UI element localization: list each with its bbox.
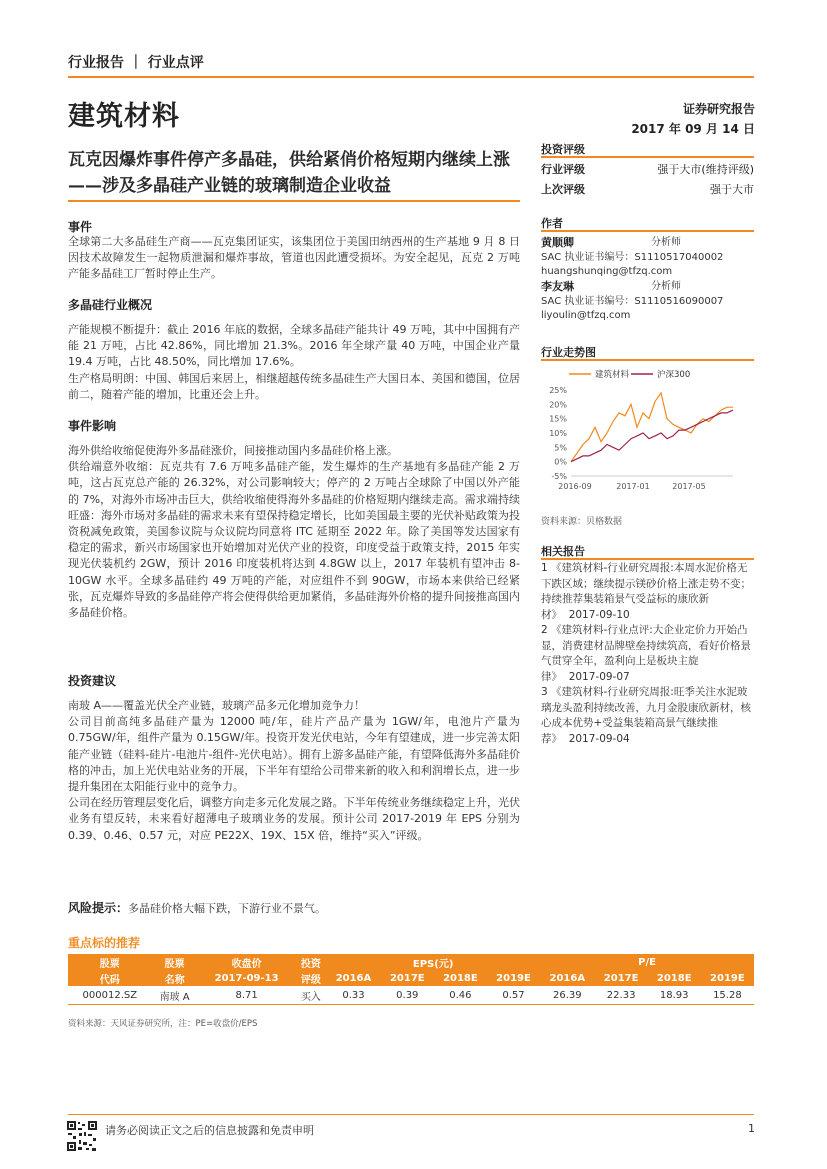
risk-heading: 风险提示：: [68, 901, 129, 915]
x-tick-label: 2017-05: [672, 482, 706, 491]
related-report-item[interactable]: 3 《建筑材料-行业研究周报:旺季关注水泥玻璃龙头盈利持续改善，九月金股康欣新材，核心成本优势+受益集装箱高景气继续推荐》 2017-09-04: [541, 686, 751, 745]
disclaimer-text: 请务必阅读正文之后的信息披露和免责申明: [105, 1124, 314, 1137]
footer-rule: [68, 1114, 754, 1115]
overview-paragraph-2: 生产格局明朗：中国、韩国后来居上，相继超越传统多晶硅生产大国日本、美国和德国，位居前二，随着产能的增加，比重还会上升。: [68, 371, 520, 401]
related-rule: [541, 558, 754, 560]
related-heading: 相关报告: [541, 545, 585, 558]
table-header-row: 股票 股票 收盘价 投资 EPS(元) P/E: [68, 954, 754, 970]
event-text: [68, 234, 520, 283]
analyst-2: [541, 280, 754, 323]
related-reports: [541, 561, 754, 747]
industry-rating-row: [541, 161, 754, 177]
page-number: 1: [748, 1122, 755, 1135]
table-header-row: 代码 名称 2017-09-13 评级 2016A 2017E 2018E 2019E 2016A 2017E 2018E 2019E: [68, 970, 754, 986]
trend-rule: [541, 359, 754, 361]
industry-name: 建筑材料: [68, 101, 180, 132]
advice-paragraph-1: 南玻 A——覆盖光伏全产业链，玻璃产品多元化增加竞争力！: [68, 699, 366, 712]
chart-source: 资料来源：贝格数据: [541, 517, 623, 527]
y-tick-label: 5%: [554, 443, 567, 453]
event-paragraph: 全球第二大多晶硅生产商——瓦克集团证实，该集团位于美国田纳西州的生产基地 9 月 8 日因技术故障发生一起物质泄漏和爆炸事故，管道也因此遭受损坏。为安全起见，瓦克 2 万吨产能多晶硅工厂暂时停止生产。: [68, 235, 520, 281]
y-tick-label: 25%: [549, 386, 567, 395]
analyst-1: [541, 236, 754, 279]
industry-rating-label: 行业评级: [541, 163, 585, 176]
risk-note: [68, 900, 520, 917]
table-heading: 重点标的推荐: [68, 936, 141, 950]
prev-rating-row: [541, 181, 754, 197]
analyst-name: 李友琳: [541, 280, 574, 293]
impact-text: [68, 443, 520, 621]
analyst-name: 黄顺卿: [541, 236, 574, 249]
industry-trend-chart: [541, 364, 754, 509]
analyst-email[interactable]: liyoulin@tfzq.com: [541, 310, 631, 321]
legend-label: 沪深300: [657, 370, 691, 380]
y-tick-label: 0%: [554, 457, 567, 467]
report-kind: 证券研究报告: [682, 102, 755, 116]
impact-paragraph-1: 海外供给收缩促使海外多晶硅涨价，间接推动国内多晶硅价格上涨。: [68, 444, 398, 457]
y-tick-label: -5%: [551, 472, 567, 481]
authors-heading: 作者: [541, 217, 563, 230]
legend-label: 建筑材料: [595, 370, 630, 380]
risk-text: 多晶硅价格大幅下跌，下游行业不景气。: [128, 902, 327, 915]
rating-rule: [541, 156, 754, 158]
advice-text: [68, 698, 520, 844]
advice-paragraph-2: 公司目前高纯多晶硅产量为 12000 吨/年，硅片产品产量为 1GW/年，电池片产量为 0.75GW/年，组件产量为 0.15GW/年。投资开发光伏电站，今年有望建成，进一步完善太阳能产业链（硅料-硅片-电池片-组件-光伏电站）。拥有上游多晶硅产能，有望降低海外多晶硅价格的冲击，加上光伏电站业务的开展，下半年有望给公司带来新的收入和利润增长点，进一步提升集团在太阳能行业中的竞争力。: [68, 715, 520, 794]
advice-paragraph-3: 公司在经历管理层变化后，调整方向走多元化发展之路。下半年传统业务继续稳定上升，光伏业务有望反转，未来看好超薄电子玻璃业务的发展。预计公司 2017-2019 年 EPS 分别为 0.39、0.46、0.57 元，对应 PE22X、19X、15X 倍，维持“买入”评级。: [68, 796, 520, 842]
rating-heading: 投资评级: [541, 143, 585, 156]
advice-heading: 投资建议: [68, 674, 117, 688]
authors-rule: [541, 230, 754, 232]
event-heading: 事件: [68, 220, 93, 234]
y-tick-label: 20%: [549, 400, 567, 410]
table-source: 资料来源：天风证券研究所，注：PE=收盘价/EPS: [68, 1019, 258, 1029]
overview-paragraph-1: 产能规模不断提升：截止 2016 年底的数据，全球多晶硅产能共计 49 万吨，其中中国拥有产能 21 万吨，占比 42.86%，同比增加 21.3%。2016 年全球产量 40 万吨，中国企业产量 19.4 万吨，占比 48.50%，同比增加 17.6%。: [68, 323, 520, 369]
analyst-role: 分析师: [651, 237, 681, 248]
analyst-cert: SAC 执业证书编号：S1110517040002: [541, 252, 724, 263]
y-tick-label: 10%: [549, 429, 567, 438]
industry-rating-value: 强于大市(维持评级): [657, 163, 754, 176]
recommended-stocks-table: [68, 954, 754, 1005]
related-report-item[interactable]: 1 《建筑材料-行业研究周报:本周水泥价格无下跌区域；继续提示镁砂价格上涨走势不变；持续推荐集装箱景气受益标的康欣新材》 2017-09-10: [541, 562, 751, 621]
analyst-email[interactable]: huangshunqing@tfzq.com: [541, 266, 673, 277]
series-line-csi300: [571, 410, 733, 462]
x-tick-label: 2017-01: [616, 482, 650, 491]
table-row: 000012.SZ 南玻 A 8.71 买入 0.33 0.39 0.46 0.57 26.39 22.33 18.93 15.28: [68, 986, 754, 1005]
report-category: 行业报告 ｜ 行业点评: [68, 55, 204, 71]
trend-heading: 行业走势图: [541, 346, 596, 359]
report-title: 瓦克因爆炸事件停产多晶硅，供给紧俏价格短期内继续上涨——涉及多晶硅产业链的玻璃制造企业收益: [68, 150, 510, 196]
prev-rating-value: 强于大市: [710, 183, 754, 196]
chart-lines: [571, 393, 733, 462]
report-date: 2017 年 09 月 14 日: [631, 122, 755, 136]
impact-paragraph-2: 供给端意外收缩：瓦克共有 7.6 万吨多晶硅产能，发生爆炸的生产基地有多晶硅产能 2 万吨，这占瓦克总产能的 26.32%，对公司影响较大；停产的 2 万吨占全球除了中国以外产能的 7%，对海外市场冲击巨大，供给收缩使得海外多晶硅的价格短期内继续走高。需求端持续旺盛：海外市场对多晶硅的需求未来有望保持稳定增长，比如美国最主要的光伏补贴政策为投资税减免政策，美国参议院与众议院均同意将 ITC 延期至 2022 年。除了美国等发达国家有稳定的需求，新兴市场国家也开始增加对光伏产业的投资，印度受益于政策支持，2015 年实现光伏装机约 2GW，预计 2016 印度装机将达到 4.8GW 以上，2017 年装机有望冲击 8-10GW 水平。全球多晶硅约 49 万吨的产能，对应组件不到 90GW，市场本来供给已经紧张，瓦克爆炸导致的多晶硅停产将会使得供给更加紧俏，多晶硅海外价格的提升间接推高国内多晶硅价格。: [68, 460, 520, 620]
overview-text: [68, 322, 520, 403]
analyst-cert: SAC 执业证书编号：S1110516090007: [541, 296, 724, 307]
x-tick-label: 2016-09: [558, 482, 592, 491]
overview-heading: 多晶硅行业概况: [68, 298, 153, 312]
analyst-role: 分析师: [651, 281, 681, 292]
chart-x-axis: [558, 482, 705, 491]
y-tick-label: 15%: [549, 414, 567, 424]
chart-legend: [569, 369, 690, 380]
title-rule: [68, 200, 520, 202]
header-rule: [68, 76, 754, 78]
related-report-item[interactable]: 2 《建筑材料-行业点评:大企业定价力开始凸显，消费建材品牌壁垒持续筑高，看好价格景气贯穿全年，盈利向上是板块主旋律》 2017-09-07: [541, 624, 751, 683]
qr-code-icon: [66, 1120, 98, 1152]
impact-heading: 事件影响: [68, 419, 117, 433]
series-line-building-materials: [571, 393, 733, 462]
prev-rating-label: 上次评级: [541, 183, 585, 196]
